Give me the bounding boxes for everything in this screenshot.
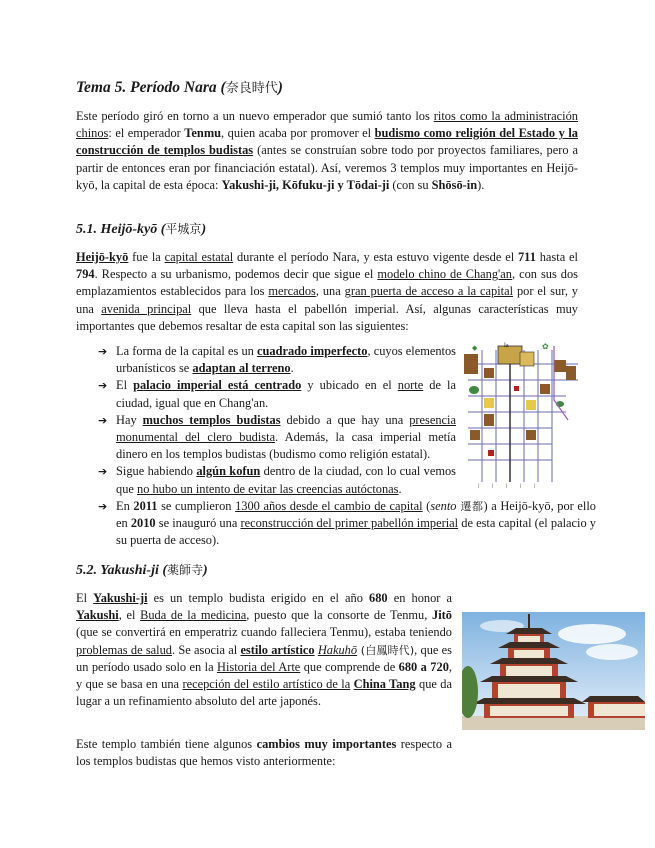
svg-text:◆: ◆ bbox=[472, 344, 478, 352]
heijokyo-bullet-list bbox=[98, 343, 456, 498]
yakushiji-paragraph: El Yakushi-ji es un templo budista erigido en el año 680 en honor a Yakushi, el Buda de la medicina, puesto que la consorte de Tenmu, Jitō (que se convertirá en emperatriz cuando falleciera Tenmu), estaba teniendo problemas de salud. Se asocia al estilo artístico Hakuhō (白鳳時代), que es un período usado solo en la Historia del Arte que comprende de 680 a 720, y que se basa en una recepción del estilo artístico de la China Tang que da lugar a un refinamiento absoluto del arte japonés. bbox=[76, 591, 453, 709]
chapter-heading: Tema 5. Período Nara (奈良時代) bbox=[76, 79, 283, 96]
list-item: ➔ Sigue habiendo algún kofun dentro de la ciudad, con lo cual vemos que no hubo un intento de evitar las creencias autóctonas. bbox=[98, 464, 457, 496]
svg-text:|: | bbox=[520, 483, 522, 488]
arrow-bullet-icon: ➔ bbox=[98, 379, 108, 393]
arrow-bullet-icon: ➔ bbox=[98, 465, 108, 479]
svg-text:|: | bbox=[478, 483, 480, 488]
yakushiji-pagoda-photo bbox=[462, 612, 645, 730]
svg-text:✿: ✿ bbox=[542, 342, 549, 351]
svg-text:|: | bbox=[506, 483, 508, 488]
arrow-bullet-icon: ➔ bbox=[98, 500, 108, 513]
heijokyo-paragraph: Heijō-kyō fue la capital estatal durante el período Nara, y esta estuvo vigente desde el 711 hasta el 794. Respecto a su urbanismo, podemos decir que sigue el modelo chino de Chang'an, con sus dos emplazamientos establecidos para los mercados, una gran puerta de acceso a la capital por el sur, y una avenida principal que lleva hasta el pabellón imperial. Así, algunas características muy importantes que debemos resaltar de esta capital son las siguientes: bbox=[76, 250, 579, 333]
list-item: ➔ Hay muchos templos budistas debido a que hay una presencia monumental del clero budista. Además, la casa imperial metía dinero en los templos budistas (budismo como religión estatal). bbox=[98, 412, 456, 462]
intro-paragraph: Este período giró en torno a un nuevo emperador que sumió tanto los ritos como la administración chinos: el emperador Tenmu, quien acaba por promover el budismo como religión del Estado y la construcción de templos budistas (antes se construían sobre todo por proyectos familiares, pero a partir de entonces eran por financiación estatal). Así, veremos 3 templos muy importantes en Heijō-kyō, la capital de esta época: Yakushi-ji, Kōfuku-ji y Tōdai-ji (con su Shōsō-in). bbox=[76, 109, 578, 192]
svg-text:la: la bbox=[504, 342, 509, 349]
palace-block bbox=[498, 346, 522, 364]
svg-text:|: | bbox=[492, 483, 494, 488]
arrow-bullet-icon: ➔ bbox=[98, 413, 108, 427]
list-item: ➔ La forma de la capital es un cuadrado imperfecto, cuyos elementos urbanísticos se adaptan al terreno. bbox=[98, 344, 456, 376]
section-heading-yakushiji: 5.2. Yakushi-ji (薬師寺) bbox=[76, 563, 208, 578]
svg-text:|: | bbox=[534, 483, 536, 488]
yakushiji-changes-paragraph: Este templo también tiene algunos cambios muy importantes respecto a los templos budistas que hemos visto anteriormente: bbox=[76, 737, 452, 769]
list-item: ➔ En 2011 se cumplieron 1300 años desde el cambio de capital (sento 遷都) a Heijō-kyō, por ello en 2010 se inauguró una reconstrucción del primer pabellón imperial de esta capital (el palacio y su puerta de acceso). bbox=[98, 499, 596, 548]
list-item: ➔ El palacio imperial está centrado y ubicado en el norte de la ciudad, igual que en Chang'an. bbox=[98, 378, 456, 410]
arrow-bullet-icon: ➔ bbox=[98, 345, 108, 358]
section-heading-heijokyo: 5.1. Heijō-kyō (平城京) bbox=[76, 222, 207, 237]
heijokyo-city-map bbox=[460, 340, 580, 488]
